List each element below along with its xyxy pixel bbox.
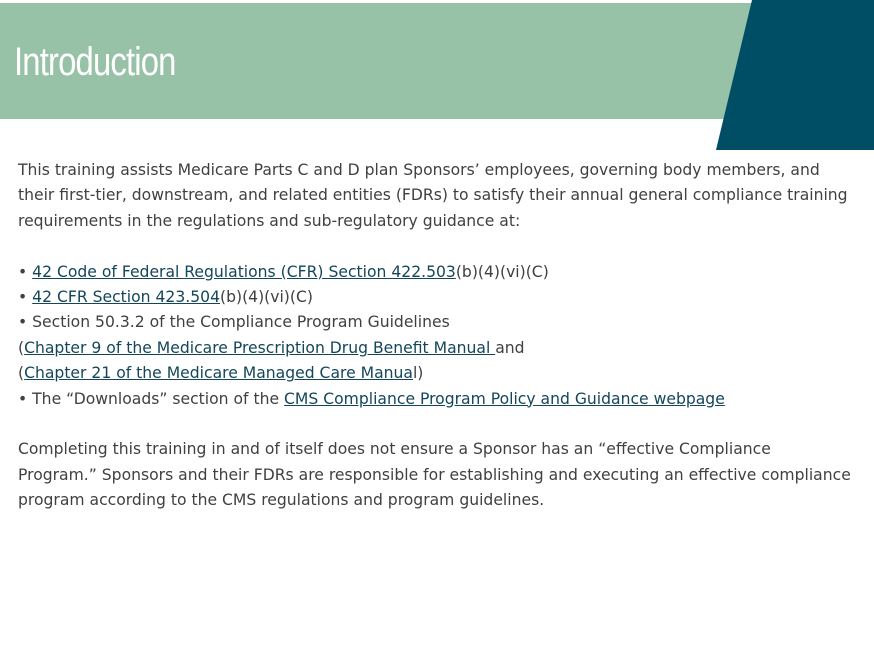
page-title: Introduction (14, 40, 176, 84)
close-paren: ) (417, 364, 424, 383)
link-chapter-9-drug-benefit-manual[interactable]: Chapter 9 of the Medicare Prescription Drug Benefit Manual (24, 338, 496, 357)
bullet: • (18, 262, 28, 281)
spacer (18, 412, 854, 437)
list-subitem-chapter-21 (18, 361, 854, 386)
citation-suffix: (b)(4)(vi)(C) (220, 288, 313, 307)
link-tail-text: l (412, 364, 418, 383)
list-item-compliance-guidelines: • Section 50.3.2 of the Compliance Program Guidelines (18, 313, 450, 332)
downloads-prefix: • The “Downloads” section of the (18, 389, 285, 408)
link-cms-compliance-webpage[interactable]: CMS Compliance Program Policy and Guidance webpage (284, 389, 725, 408)
open-paren: ( (18, 338, 25, 357)
accent-parallelogram (716, 0, 874, 150)
conjunction-text: and (495, 338, 525, 357)
intro-paragraph: This training assists Medicare Parts C and D plan Sponsors’ employees, governing body members, and their first-tier, downstream, and related entities (FDRs) to satisfy their annual general compliance training requirements in the regulations and sub-regulatory guidance at: (18, 161, 848, 230)
content-body (18, 158, 854, 514)
list-item-cfr-422 (18, 260, 854, 285)
list-subitem-chapter-9 (18, 336, 854, 361)
bullet: • (18, 288, 28, 307)
list-item-cfr-423 (18, 285, 854, 310)
closing-paragraph: Completing this training in and of itself does not ensure a Sponsor has an “effective Compliance Program.” Sponsors and their FDRs are responsible for establishing and executing an effective compliance program according to the CMS regulations and program guidelines. (18, 440, 851, 510)
citation-suffix: (b)(4)(vi)(C) (455, 262, 549, 281)
link-chapter-21-managed-care-manual[interactable]: Chapter 21 of the Medicare Managed Care Manua (24, 364, 413, 383)
list-item-downloads (18, 387, 854, 412)
link-cfr-422-503[interactable]: 42 Code of Federal Regulations (CFR) Section 422.503 (32, 262, 456, 281)
open-paren: ( (18, 364, 25, 383)
spacer (18, 234, 854, 259)
link-cfr-423-504[interactable]: 42 CFR Section 423.504 (32, 288, 220, 307)
